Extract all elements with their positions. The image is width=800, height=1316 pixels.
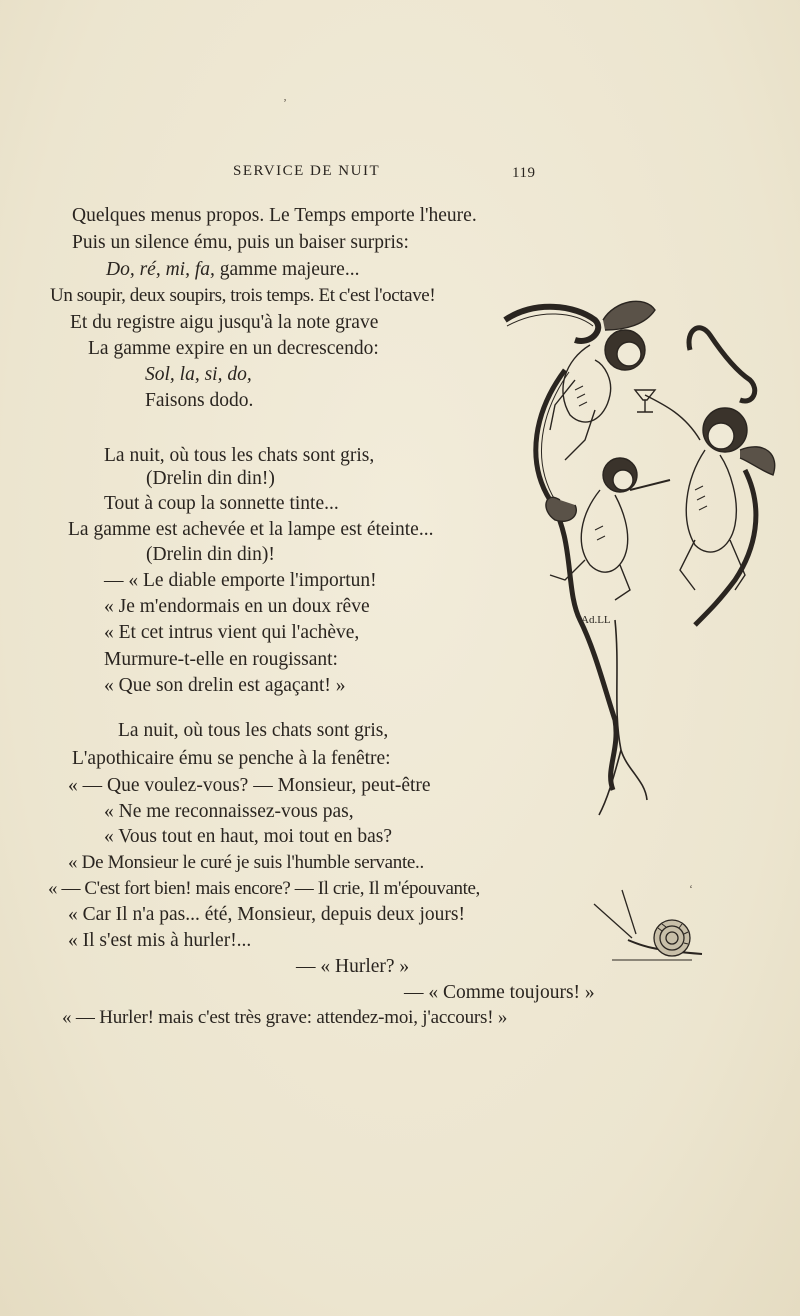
page-number: 119 <box>512 165 536 181</box>
verse-line: La nuit, où tous les chats sont gris, <box>104 445 375 466</box>
snail-vignette <box>592 888 712 968</box>
paper-speck: ʼ <box>283 96 287 110</box>
verse-line: « Ne me reconnaissez-vous pas, <box>104 801 354 822</box>
verse-line: — « Comme toujours! » <box>404 982 595 1003</box>
verse-line: « Car Il n'a pas... été, Monsieur, depuis deux jours! <box>68 904 465 925</box>
verse-line: La gamme est achevée et la lampe est éteinte... <box>68 519 434 540</box>
running-header <box>0 163 800 185</box>
verse-line: — « Le diable emporte l'importun! <box>104 570 377 591</box>
verse-line: La gamme expire en un decrescendo: <box>88 338 379 359</box>
verse-line: « — Hurler! mais c'est très grave: attendez-moi, j'accours! » <box>62 1007 508 1028</box>
cherubs-illustration <box>495 290 785 830</box>
verse-line: « — Que voulez-vous? — Monsieur, peut-être <box>68 775 431 796</box>
verse-line: Un soupir, deux soupirs, trois temps. Et c'est l'octave! <box>50 285 436 306</box>
running-title: SERVICE DE NUIT <box>233 163 381 179</box>
verse-line: Quelques menus propos. Le Temps emporte l'heure. <box>72 205 477 226</box>
verse-line: « De Monsieur le curé je suis l'humble servante.. <box>68 852 424 873</box>
verse-line: La nuit, où tous les chats sont gris, <box>118 720 389 741</box>
verse-line: Et du registre aigu jusqu'à la note grave <box>70 312 379 333</box>
verse-line: « Il s'est mis à hurler!... <box>68 930 252 951</box>
paper-speck: ʻ <box>689 882 693 896</box>
verse-line: L'apothicaire ému se penche à la fenêtre: <box>72 748 391 769</box>
verse-line: Tout à coup la sonnette tinte... <box>104 493 339 514</box>
verse-line: Faisons dodo. <box>145 390 254 411</box>
verse-line: Murmure-t-elle en rougissant: <box>104 649 338 670</box>
verse-line: Puis un silence ému, puis un baiser surpris: <box>72 232 409 253</box>
verse-line: — « Hurler? » <box>296 956 410 977</box>
verse-line: « Je m'endormais en un doux rêve <box>104 596 370 617</box>
verse-line: (Drelin din din)! <box>146 544 275 565</box>
verse-line: « Vous tout en haut, moi tout en bas? <box>104 826 392 847</box>
verse-line: (Drelin din din!) <box>146 468 275 489</box>
verse-line: Do, ré, mi, fa, gamme majeure... <box>106 259 360 280</box>
illustration-signature: Ad.LL <box>581 614 611 626</box>
verse-line: « Que son drelin est agaçant! » <box>104 675 346 696</box>
verse-line: « — C'est fort bien! mais encore? — Il crie, Il m'épouvante, <box>48 878 480 899</box>
verse-line: « Et cet intrus vient qui l'achève, <box>104 622 360 643</box>
verse-line: Sol, la, si, do, <box>145 364 252 385</box>
